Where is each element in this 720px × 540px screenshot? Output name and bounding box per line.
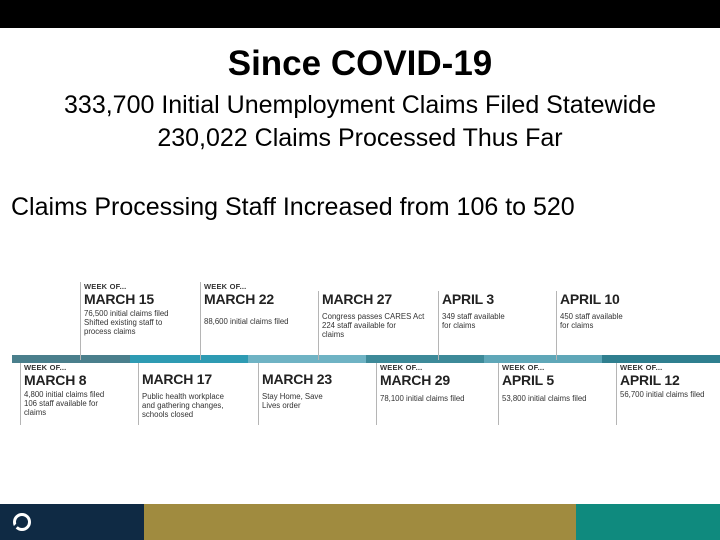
initial-claims-line: 333,700 Initial Unemployment Claims Filed Statewide — [64, 91, 656, 119]
timeline-segment — [248, 355, 366, 363]
event-date: APRIL 12 — [620, 372, 680, 388]
timeline-segment — [12, 355, 130, 363]
event-description: 349 staff available for claims — [442, 312, 505, 330]
event-description: Stay Home, Save Lives order — [262, 392, 323, 410]
event-description: 450 staff available for claims — [560, 312, 623, 330]
event-week-label: WEEK OF... — [204, 282, 247, 291]
event-date: MARCH 29 — [380, 372, 450, 388]
event-leader-line — [200, 282, 201, 360]
staff-increase-line: Claims Processing Staff Increased from 106 to 520 — [11, 193, 575, 221]
event-description: 4,800 initial claims filed 106 staff available for claims — [24, 390, 105, 417]
timeline-segment — [366, 355, 484, 363]
event-date: APRIL 5 — [502, 372, 555, 388]
event-leader-line — [376, 363, 377, 425]
event-week-label: WEEK OF... — [84, 282, 127, 291]
event-leader-line — [20, 363, 21, 425]
event-date: APRIL 10 — [560, 291, 620, 307]
event-leader-line — [498, 363, 499, 425]
event-description: 88,600 initial claims filed — [204, 317, 289, 326]
timeline-segment — [130, 355, 248, 363]
event-week-label: WEEK OF... — [380, 363, 423, 372]
event-date: MARCH 22 — [204, 291, 274, 307]
timeline — [0, 276, 720, 446]
slide-title: Since COVID-19 — [227, 44, 493, 83]
timeline-segment — [602, 355, 720, 363]
event-date: MARCH 27 — [322, 291, 392, 307]
event-leader-line — [258, 363, 259, 425]
event-description: 78,100 initial claims filed — [380, 394, 465, 403]
event-leader-line — [556, 291, 557, 360]
top-bar — [0, 0, 720, 28]
event-description: 53,800 initial claims filed — [502, 394, 587, 403]
footer-bar — [0, 504, 720, 540]
event-leader-line — [138, 363, 139, 425]
event-description: Public health workplace and gathering changes, schools closed — [142, 392, 224, 419]
event-week-label: WEEK OF... — [502, 363, 545, 372]
processed-claims-line: 230,022 Claims Processed Thus Far — [157, 124, 563, 152]
footer-teal-block — [576, 504, 720, 540]
ring-logo-icon — [10, 510, 34, 534]
event-leader-line — [80, 282, 81, 360]
event-leader-line — [438, 291, 439, 360]
event-date: MARCH 15 — [84, 291, 154, 307]
event-date: APRIL 3 — [442, 291, 495, 307]
event-description: 56,700 initial claims filed — [620, 390, 705, 399]
event-leader-line — [616, 363, 617, 425]
event-date: MARCH 17 — [142, 371, 212, 387]
event-date: MARCH 23 — [262, 371, 332, 387]
event-date: MARCH 8 — [24, 372, 87, 388]
timeline-segment — [484, 355, 602, 363]
timeline-bar — [12, 355, 720, 363]
event-description: 76,500 initial claims filed Shifted existing staff to process claims — [84, 309, 169, 336]
footer-gold-block — [144, 504, 576, 540]
event-week-label: WEEK OF... — [620, 363, 663, 372]
event-week-label: WEEK OF... — [24, 363, 67, 372]
event-leader-line — [318, 291, 319, 360]
footer-navy-block — [0, 504, 144, 540]
event-description: Congress passes CARES Act 224 staff available for claims — [322, 312, 425, 339]
